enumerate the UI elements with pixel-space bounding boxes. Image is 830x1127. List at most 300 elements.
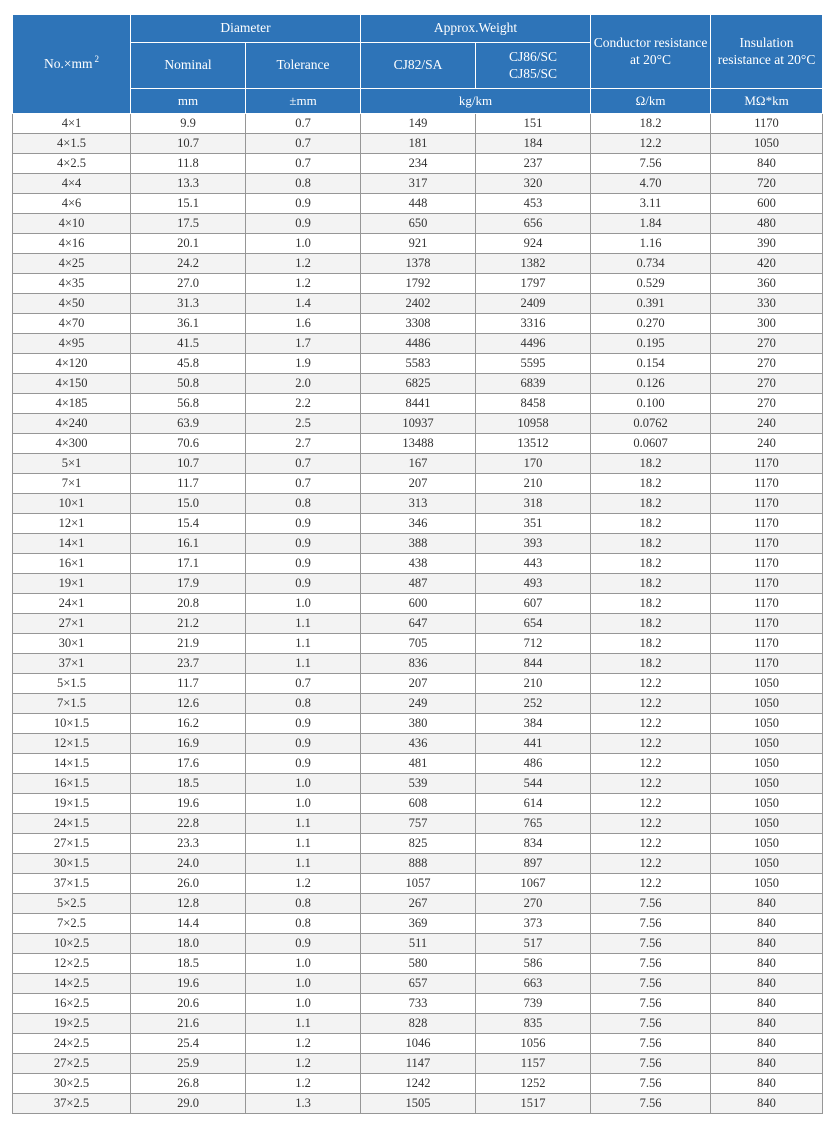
cell-diameter-nominal: 18.5: [131, 954, 246, 974]
cell-weight-cj82-sa: 436: [361, 734, 476, 754]
cell-diameter-tolerance: 0.8: [246, 914, 361, 934]
cell-insulation-resistance: 1050: [711, 814, 823, 834]
cell-insulation-resistance: 1050: [711, 834, 823, 854]
cell-diameter-tolerance: 1.1: [246, 834, 361, 854]
table-row: [13, 274, 823, 294]
cell-size: 12×2.5: [13, 954, 131, 974]
cell-weight-cj86-cj85-sc: 270: [476, 894, 591, 914]
cell-weight-cj86-cj85-sc: 924: [476, 234, 591, 254]
table-row: [13, 934, 823, 954]
table-row: [13, 674, 823, 694]
cell-diameter-nominal: 17.1: [131, 554, 246, 574]
header-group-diameter: Diameter: [131, 15, 361, 43]
cell-insulation-resistance: 840: [711, 1094, 823, 1114]
cell-weight-cj82-sa: 5583: [361, 354, 476, 374]
cell-weight-cj82-sa: 888: [361, 854, 476, 874]
cell-diameter-tolerance: 0.9: [246, 534, 361, 554]
cell-size: 4×10: [13, 214, 131, 234]
cell-conductor-resistance: 0.126: [591, 374, 711, 394]
cell-weight-cj82-sa: 149: [361, 114, 476, 134]
cell-diameter-tolerance: 0.8: [246, 694, 361, 714]
cell-weight-cj86-cj85-sc: 4496: [476, 334, 591, 354]
cell-diameter-tolerance: 0.9: [246, 514, 361, 534]
table-row: [13, 574, 823, 594]
cell-diameter-nominal: 24.2: [131, 254, 246, 274]
cell-diameter-tolerance: 0.7: [246, 474, 361, 494]
cell-diameter-nominal: 45.8: [131, 354, 246, 374]
header-group-row: [13, 15, 823, 43]
cell-diameter-tolerance: 0.8: [246, 894, 361, 914]
table-row: [13, 614, 823, 634]
unit-insulation: MΩ*km: [711, 89, 823, 114]
cell-weight-cj86-cj85-sc: 834: [476, 834, 591, 854]
table-row: [13, 434, 823, 454]
cell-insulation-resistance: 840: [711, 1074, 823, 1094]
cell-size: 4×2.5: [13, 154, 131, 174]
cell-weight-cj82-sa: 167: [361, 454, 476, 474]
table-row: [13, 254, 823, 274]
table-row: [13, 854, 823, 874]
cell-diameter-nominal: 17.6: [131, 754, 246, 774]
cell-diameter-nominal: 15.1: [131, 194, 246, 214]
cell-diameter-tolerance: 1.1: [246, 1014, 361, 1034]
cell-insulation-resistance: 1170: [711, 614, 823, 634]
cell-size: 5×1: [13, 454, 131, 474]
cell-weight-cj86-cj85-sc: 8458: [476, 394, 591, 414]
cell-diameter-tolerance: 1.0: [246, 974, 361, 994]
unit-tolerance: ±mm: [246, 89, 361, 114]
cell-weight-cj86-cj85-sc: 2409: [476, 294, 591, 314]
cell-conductor-resistance: 12.2: [591, 694, 711, 714]
cell-insulation-resistance: 840: [711, 954, 823, 974]
cell-weight-cj82-sa: 1792: [361, 274, 476, 294]
table-row: [13, 594, 823, 614]
cell-conductor-resistance: 7.56: [591, 1014, 711, 1034]
cell-diameter-tolerance: 1.7: [246, 334, 361, 354]
cell-weight-cj82-sa: 448: [361, 194, 476, 214]
cell-insulation-resistance: 840: [711, 894, 823, 914]
cell-diameter-nominal: 31.3: [131, 294, 246, 314]
cell-insulation-resistance: 1050: [711, 854, 823, 874]
table-row: [13, 154, 823, 174]
table-row: [13, 814, 823, 834]
table-row: [13, 1074, 823, 1094]
cell-conductor-resistance: 0.734: [591, 254, 711, 274]
cell-size: 4×25: [13, 254, 131, 274]
cell-size: 27×1: [13, 614, 131, 634]
cell-conductor-resistance: 12.2: [591, 834, 711, 854]
cell-diameter-tolerance: 1.0: [246, 794, 361, 814]
cell-conductor-resistance: 7.56: [591, 1074, 711, 1094]
cell-diameter-tolerance: 1.9: [246, 354, 361, 374]
cell-diameter-tolerance: 0.9: [246, 934, 361, 954]
cell-diameter-nominal: 11.8: [131, 154, 246, 174]
cell-diameter-tolerance: 1.0: [246, 234, 361, 254]
cell-size: 14×2.5: [13, 974, 131, 994]
cell-weight-cj86-cj85-sc: 486: [476, 754, 591, 774]
cell-conductor-resistance: 7.56: [591, 154, 711, 174]
cell-diameter-tolerance: 1.0: [246, 994, 361, 1014]
cell-insulation-resistance: 1050: [711, 714, 823, 734]
cell-diameter-tolerance: 0.8: [246, 494, 361, 514]
cell-diameter-nominal: 15.4: [131, 514, 246, 534]
cell-insulation-resistance: 1050: [711, 754, 823, 774]
cell-weight-cj86-cj85-sc: 1382: [476, 254, 591, 274]
cell-conductor-resistance: 12.2: [591, 714, 711, 734]
cell-conductor-resistance: 12.2: [591, 794, 711, 814]
cell-insulation-resistance: 1170: [711, 114, 823, 134]
cell-size: 16×1: [13, 554, 131, 574]
cell-diameter-tolerance: 0.9: [246, 574, 361, 594]
cell-diameter-nominal: 24.0: [131, 854, 246, 874]
cell-insulation-resistance: 390: [711, 234, 823, 254]
table-row: [13, 974, 823, 994]
cell-size: 24×1.5: [13, 814, 131, 834]
cell-diameter-nominal: 26.0: [131, 874, 246, 894]
cell-diameter-tolerance: 0.9: [246, 734, 361, 754]
header-tolerance: Tolerance: [246, 43, 361, 89]
cell-weight-cj86-cj85-sc: 654: [476, 614, 591, 634]
cell-weight-cj86-cj85-sc: 318: [476, 494, 591, 514]
cell-weight-cj86-cj85-sc: 210: [476, 674, 591, 694]
cell-conductor-resistance: 12.2: [591, 754, 711, 774]
cell-weight-cj82-sa: 207: [361, 674, 476, 694]
header-cj82: CJ82/SA: [361, 43, 476, 89]
cell-weight-cj86-cj85-sc: 351: [476, 514, 591, 534]
cell-weight-cj86-cj85-sc: 10958: [476, 414, 591, 434]
cell-size: 27×1.5: [13, 834, 131, 854]
cell-weight-cj82-sa: 657: [361, 974, 476, 994]
cell-weight-cj82-sa: 1147: [361, 1054, 476, 1074]
cell-weight-cj86-cj85-sc: 393: [476, 534, 591, 554]
cell-conductor-resistance: 18.2: [591, 614, 711, 634]
spec-table-frame: [12, 14, 822, 1114]
cell-insulation-resistance: 1050: [711, 794, 823, 814]
cell-diameter-tolerance: 0.7: [246, 154, 361, 174]
cell-diameter-tolerance: 0.9: [246, 714, 361, 734]
cell-diameter-nominal: 16.9: [131, 734, 246, 754]
cell-diameter-nominal: 21.2: [131, 614, 246, 634]
cell-conductor-resistance: 18.2: [591, 514, 711, 534]
cell-weight-cj86-cj85-sc: 151: [476, 114, 591, 134]
cell-conductor-resistance: 0.0762: [591, 414, 711, 434]
cell-weight-cj82-sa: 8441: [361, 394, 476, 414]
cell-diameter-nominal: 11.7: [131, 474, 246, 494]
cell-weight-cj82-sa: 1378: [361, 254, 476, 274]
cell-insulation-resistance: 1170: [711, 594, 823, 614]
cell-weight-cj82-sa: 757: [361, 814, 476, 834]
cell-insulation-resistance: 330: [711, 294, 823, 314]
cell-conductor-resistance: 7.56: [591, 894, 711, 914]
cell-weight-cj86-cj85-sc: 663: [476, 974, 591, 994]
table-row: [13, 454, 823, 474]
cell-size: 24×1: [13, 594, 131, 614]
cell-size: 24×2.5: [13, 1034, 131, 1054]
cell-diameter-tolerance: 1.4: [246, 294, 361, 314]
table-row: [13, 774, 823, 794]
table-header: [13, 15, 823, 114]
cell-diameter-tolerance: 1.2: [246, 874, 361, 894]
cell-weight-cj82-sa: 346: [361, 514, 476, 534]
table-row: [13, 554, 823, 574]
cell-conductor-resistance: 18.2: [591, 574, 711, 594]
cell-insulation-resistance: 270: [711, 354, 823, 374]
cell-diameter-nominal: 70.6: [131, 434, 246, 454]
cell-diameter-nominal: 10.7: [131, 134, 246, 154]
cell-diameter-tolerance: 1.2: [246, 274, 361, 294]
cell-size: 4×95: [13, 334, 131, 354]
cell-size: 4×16: [13, 234, 131, 254]
cell-weight-cj86-cj85-sc: 184: [476, 134, 591, 154]
cell-conductor-resistance: 7.56: [591, 974, 711, 994]
cell-weight-cj86-cj85-sc: 493: [476, 574, 591, 594]
cell-insulation-resistance: 840: [711, 994, 823, 1014]
cell-weight-cj82-sa: 600: [361, 594, 476, 614]
table-row: [13, 734, 823, 754]
cable-spec-table: [12, 14, 823, 1114]
cell-conductor-resistance: 18.2: [591, 554, 711, 574]
cell-diameter-nominal: 21.6: [131, 1014, 246, 1034]
cell-weight-cj86-cj85-sc: 517: [476, 934, 591, 954]
table-row: [13, 314, 823, 334]
cell-diameter-tolerance: 1.1: [246, 854, 361, 874]
cell-diameter-nominal: 36.1: [131, 314, 246, 334]
cell-insulation-resistance: 270: [711, 374, 823, 394]
cell-conductor-resistance: 18.2: [591, 534, 711, 554]
table-row: [13, 234, 823, 254]
cell-weight-cj82-sa: 10937: [361, 414, 476, 434]
cell-weight-cj82-sa: 1046: [361, 1034, 476, 1054]
cell-diameter-tolerance: 1.0: [246, 774, 361, 794]
cell-size: 4×6: [13, 194, 131, 214]
table-row: [13, 894, 823, 914]
cell-size: 7×1.5: [13, 694, 131, 714]
table-row: [13, 534, 823, 554]
table-row: [13, 414, 823, 434]
cell-size: 4×1: [13, 114, 131, 134]
table-row: [13, 374, 823, 394]
cell-conductor-resistance: 18.2: [591, 494, 711, 514]
cell-insulation-resistance: 840: [711, 1014, 823, 1034]
cell-size: 4×70: [13, 314, 131, 334]
cell-size: 4×240: [13, 414, 131, 434]
cell-weight-cj86-cj85-sc: 1157: [476, 1054, 591, 1074]
cell-conductor-resistance: 0.100: [591, 394, 711, 414]
cell-conductor-resistance: 0.195: [591, 334, 711, 354]
cell-diameter-nominal: 20.1: [131, 234, 246, 254]
cell-weight-cj86-cj85-sc: 1517: [476, 1094, 591, 1114]
cell-weight-cj86-cj85-sc: 897: [476, 854, 591, 874]
cell-weight-cj82-sa: 1505: [361, 1094, 476, 1114]
cell-diameter-tolerance: 0.7: [246, 674, 361, 694]
cell-weight-cj86-cj85-sc: 614: [476, 794, 591, 814]
cell-diameter-nominal: 18.5: [131, 774, 246, 794]
cell-size: 4×1.5: [13, 134, 131, 154]
cell-insulation-resistance: 1170: [711, 494, 823, 514]
cell-diameter-tolerance: 1.2: [246, 1034, 361, 1054]
cell-diameter-nominal: 63.9: [131, 414, 246, 434]
cell-weight-cj82-sa: 6825: [361, 374, 476, 394]
cell-diameter-nominal: 56.8: [131, 394, 246, 414]
cell-insulation-resistance: 1050: [711, 674, 823, 694]
cell-diameter-tolerance: 1.1: [246, 654, 361, 674]
cell-weight-cj86-cj85-sc: 712: [476, 634, 591, 654]
cell-size: 4×35: [13, 274, 131, 294]
table-row: [13, 354, 823, 374]
cell-insulation-resistance: 840: [711, 914, 823, 934]
cell-weight-cj86-cj85-sc: 170: [476, 454, 591, 474]
header-conductor-resistance: Conductor resistance at 20°C: [591, 15, 711, 89]
table-body: [13, 114, 823, 1114]
cell-diameter-tolerance: 0.9: [246, 214, 361, 234]
header-size-superscript: 2: [94, 54, 99, 65]
cell-insulation-resistance: 270: [711, 394, 823, 414]
cell-diameter-tolerance: 0.9: [246, 754, 361, 774]
cell-insulation-resistance: 240: [711, 414, 823, 434]
cell-diameter-tolerance: 0.9: [246, 194, 361, 214]
cell-diameter-nominal: 18.0: [131, 934, 246, 954]
cell-weight-cj86-cj85-sc: 1056: [476, 1034, 591, 1054]
table-row: [13, 394, 823, 414]
cell-weight-cj82-sa: 4486: [361, 334, 476, 354]
table-row: [13, 1054, 823, 1074]
cell-diameter-nominal: 22.8: [131, 814, 246, 834]
cell-weight-cj86-cj85-sc: 544: [476, 774, 591, 794]
cell-conductor-resistance: 7.56: [591, 1094, 711, 1114]
cell-diameter-nominal: 41.5: [131, 334, 246, 354]
cell-weight-cj86-cj85-sc: 3316: [476, 314, 591, 334]
cell-weight-cj86-cj85-sc: 210: [476, 474, 591, 494]
cell-insulation-resistance: 840: [711, 934, 823, 954]
cell-diameter-nominal: 16.2: [131, 714, 246, 734]
table-row: [13, 994, 823, 1014]
cell-weight-cj86-cj85-sc: 453: [476, 194, 591, 214]
cell-insulation-resistance: 1170: [711, 534, 823, 554]
cell-insulation-resistance: 1170: [711, 634, 823, 654]
cell-conductor-resistance: 0.529: [591, 274, 711, 294]
cell-diameter-tolerance: 1.2: [246, 254, 361, 274]
cell-weight-cj86-cj85-sc: 1067: [476, 874, 591, 894]
cell-weight-cj82-sa: 380: [361, 714, 476, 734]
cell-weight-cj86-cj85-sc: 1797: [476, 274, 591, 294]
cell-size: 14×1: [13, 534, 131, 554]
cell-weight-cj86-cj85-sc: 656: [476, 214, 591, 234]
cell-diameter-nominal: 26.8: [131, 1074, 246, 1094]
cell-diameter-nominal: 25.9: [131, 1054, 246, 1074]
cell-insulation-resistance: 1050: [711, 134, 823, 154]
cell-size: 37×1.5: [13, 874, 131, 894]
cell-weight-cj86-cj85-sc: 1252: [476, 1074, 591, 1094]
cell-conductor-resistance: 12.2: [591, 854, 711, 874]
cell-diameter-nominal: 17.5: [131, 214, 246, 234]
cell-weight-cj86-cj85-sc: 607: [476, 594, 591, 614]
cell-diameter-nominal: 27.0: [131, 274, 246, 294]
cell-weight-cj86-cj85-sc: 586: [476, 954, 591, 974]
cell-insulation-resistance: 1170: [711, 454, 823, 474]
cell-diameter-tolerance: 2.5: [246, 414, 361, 434]
table-row: [13, 294, 823, 314]
cell-diameter-nominal: 12.6: [131, 694, 246, 714]
cell-conductor-resistance: 1.16: [591, 234, 711, 254]
cell-conductor-resistance: 7.56: [591, 914, 711, 934]
cell-weight-cj86-cj85-sc: 5595: [476, 354, 591, 374]
cell-diameter-nominal: 15.0: [131, 494, 246, 514]
table-row: [13, 334, 823, 354]
cell-diameter-tolerance: 1.6: [246, 314, 361, 334]
cell-conductor-resistance: 0.391: [591, 294, 711, 314]
cell-size: 30×1: [13, 634, 131, 654]
header-group-weight: Approx.Weight: [361, 15, 591, 43]
cell-size: 12×1.5: [13, 734, 131, 754]
cell-weight-cj82-sa: 438: [361, 554, 476, 574]
cell-weight-cj82-sa: 181: [361, 134, 476, 154]
cell-conductor-resistance: 12.2: [591, 134, 711, 154]
cell-conductor-resistance: 4.70: [591, 174, 711, 194]
header-units-row: [13, 89, 823, 114]
table-row: [13, 514, 823, 534]
table-row: [13, 954, 823, 974]
cell-diameter-nominal: 20.6: [131, 994, 246, 1014]
cell-insulation-resistance: 1050: [711, 694, 823, 714]
cell-weight-cj86-cj85-sc: 237: [476, 154, 591, 174]
cell-weight-cj82-sa: 487: [361, 574, 476, 594]
table-row: [13, 794, 823, 814]
cell-diameter-tolerance: 0.7: [246, 114, 361, 134]
cell-conductor-resistance: 0.270: [591, 314, 711, 334]
cell-diameter-nominal: 12.8: [131, 894, 246, 914]
cell-diameter-tolerance: 2.7: [246, 434, 361, 454]
cell-insulation-resistance: 360: [711, 274, 823, 294]
cell-conductor-resistance: 7.56: [591, 1034, 711, 1054]
cell-weight-cj82-sa: 1242: [361, 1074, 476, 1094]
unit-weight: kg/km: [361, 89, 591, 114]
table-row: [13, 214, 823, 234]
cell-conductor-resistance: 12.2: [591, 774, 711, 794]
cell-weight-cj86-cj85-sc: 252: [476, 694, 591, 714]
cell-insulation-resistance: 840: [711, 1054, 823, 1074]
cell-conductor-resistance: 0.154: [591, 354, 711, 374]
cell-conductor-resistance: 1.84: [591, 214, 711, 234]
table-row: [13, 114, 823, 134]
cell-weight-cj86-cj85-sc: 739: [476, 994, 591, 1014]
cell-weight-cj86-cj85-sc: 835: [476, 1014, 591, 1034]
cell-weight-cj86-cj85-sc: 441: [476, 734, 591, 754]
cell-conductor-resistance: 18.2: [591, 114, 711, 134]
cell-size: 4×4: [13, 174, 131, 194]
cell-size: 4×150: [13, 374, 131, 394]
cell-size: 14×1.5: [13, 754, 131, 774]
cell-diameter-nominal: 10.7: [131, 454, 246, 474]
cell-diameter-tolerance: 1.1: [246, 614, 361, 634]
cell-size: 7×1: [13, 474, 131, 494]
cell-weight-cj86-cj85-sc: 373: [476, 914, 591, 934]
cell-diameter-tolerance: 2.2: [246, 394, 361, 414]
cell-weight-cj82-sa: 733: [361, 994, 476, 1014]
cell-size: 4×50: [13, 294, 131, 314]
cell-size: 7×2.5: [13, 914, 131, 934]
table-row: [13, 474, 823, 494]
cell-diameter-nominal: 9.9: [131, 114, 246, 134]
cell-diameter-tolerance: 1.1: [246, 814, 361, 834]
table-row: [13, 694, 823, 714]
cell-weight-cj82-sa: 234: [361, 154, 476, 174]
table-row: [13, 754, 823, 774]
cell-diameter-nominal: 14.4: [131, 914, 246, 934]
table-row: [13, 194, 823, 214]
cell-diameter-nominal: 11.7: [131, 674, 246, 694]
cell-size: 12×1: [13, 514, 131, 534]
cell-size: 4×185: [13, 394, 131, 414]
